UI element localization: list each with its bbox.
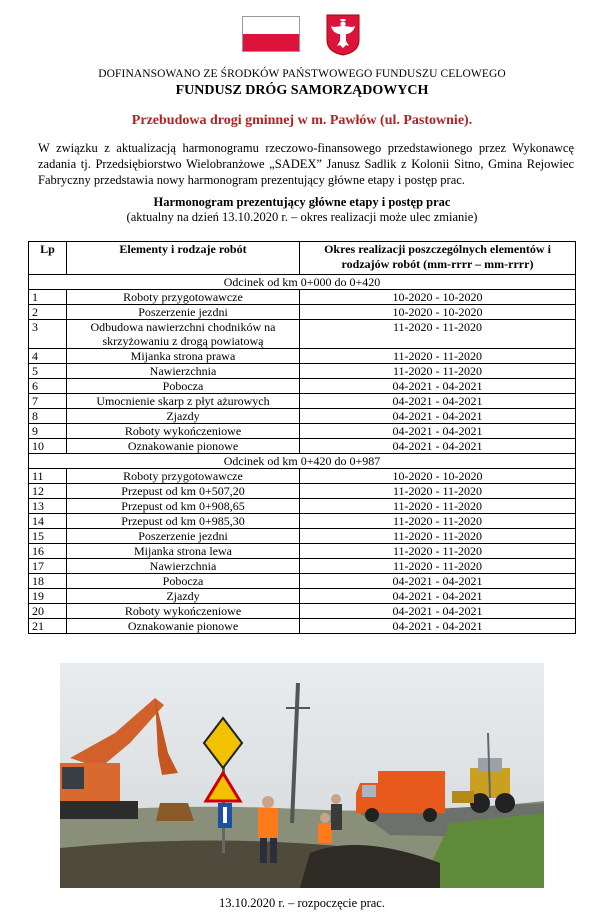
header-period: Okres realizacji poszczególnych elementów i rodzajów robót (mm-rrrr – mm-rrrr) xyxy=(300,242,576,275)
schedule-table xyxy=(28,241,576,634)
photo-caption: 13.10.2020 r. – rozpoczęcie prac. xyxy=(219,896,385,910)
row-lp: 18 xyxy=(29,574,67,589)
table-row xyxy=(29,379,576,394)
table-row xyxy=(29,424,576,439)
table-row xyxy=(29,484,576,499)
row-element: Nawierzchnia xyxy=(67,364,300,379)
table-row xyxy=(29,439,576,454)
section-row xyxy=(29,454,576,469)
row-lp: 14 xyxy=(29,514,67,529)
row-period: 11-2020 - 11-2020 xyxy=(300,349,576,364)
table-row xyxy=(29,349,576,364)
polish-flag-icon xyxy=(242,16,300,52)
polish-eagle-emblem-icon xyxy=(326,14,360,56)
row-lp: 13 xyxy=(29,499,67,514)
row-lp: 1 xyxy=(29,290,67,305)
row-lp: 3 xyxy=(29,320,67,349)
row-period: 10-2020 - 10-2020 xyxy=(300,469,576,484)
table-row xyxy=(29,574,576,589)
table-row xyxy=(29,499,576,514)
row-period: 04-2021 - 04-2021 xyxy=(300,439,576,454)
row-period: 04-2021 - 04-2021 xyxy=(300,619,576,634)
row-element: Umocnienie skarp z płyt ażurowych xyxy=(67,394,300,409)
row-element: Roboty przygotowawcze xyxy=(67,469,300,484)
row-element: Nawierzchnia xyxy=(67,559,300,574)
row-lp: 17 xyxy=(29,559,67,574)
table-subtitle: (aktualny na dzień 13.10.2020 r. – okres realizacji może ulec zmianie) xyxy=(126,210,478,224)
table-row xyxy=(29,469,576,484)
row-lp: 9 xyxy=(29,424,67,439)
funding-header-line2: FUNDUSZ DRÓG SAMORZĄDOWYCH xyxy=(175,83,429,98)
row-lp: 11 xyxy=(29,469,67,484)
table-row xyxy=(29,604,576,619)
row-element: Przepust od km 0+985,30 xyxy=(67,514,300,529)
row-period: 11-2020 - 11-2020 xyxy=(300,544,576,559)
row-lp: 8 xyxy=(29,409,67,424)
row-element: Oznakowanie pionowe xyxy=(67,439,300,454)
table-row xyxy=(29,320,576,349)
row-element: Przepust od km 0+507,20 xyxy=(67,484,300,499)
row-period: 04-2021 - 04-2021 xyxy=(300,589,576,604)
table-row xyxy=(29,514,576,529)
funding-header-line1: DOFINANSOWANO ZE ŚRODKÓW PAŃSTWOWEGO FUNDUSZU CELOWEGO xyxy=(98,68,506,80)
row-period: 11-2020 - 11-2020 xyxy=(300,499,576,514)
table-title: Harmonogram prezentujący główne etapy i postęp prac xyxy=(153,195,451,209)
row-element: Odbudowa nawierzchni chodników na skrzyżowaniu z drogą powiatową xyxy=(67,320,300,349)
row-element: Pobocza xyxy=(67,379,300,394)
table-row xyxy=(29,529,576,544)
row-lp: 15 xyxy=(29,529,67,544)
table-row xyxy=(29,544,576,559)
table-row xyxy=(29,589,576,604)
row-element: Poszerzenie jezdni xyxy=(67,305,300,320)
row-lp: 19 xyxy=(29,589,67,604)
row-element: Mijanka strona lewa xyxy=(67,544,300,559)
table-row xyxy=(29,619,576,634)
section-title: Odcinek od km 0+420 do 0+987 xyxy=(29,454,576,469)
table-row xyxy=(29,305,576,320)
row-period: 11-2020 - 11-2020 xyxy=(300,529,576,544)
header-lp: Lp xyxy=(29,242,67,275)
row-period: 11-2020 - 11-2020 xyxy=(300,364,576,379)
row-element: Zjazdy xyxy=(67,589,300,604)
row-period: 04-2021 - 04-2021 xyxy=(300,394,576,409)
row-period: 04-2021 - 04-2021 xyxy=(300,409,576,424)
row-period: 11-2020 - 11-2020 xyxy=(300,484,576,499)
row-element: Roboty przygotowawcze xyxy=(67,290,300,305)
row-element: Roboty wykończeniowe xyxy=(67,604,300,619)
row-element: Przepust od km 0+908,65 xyxy=(67,499,300,514)
row-lp: 16 xyxy=(29,544,67,559)
table-header-row xyxy=(29,242,576,275)
table-row xyxy=(29,559,576,574)
row-lp: 21 xyxy=(29,619,67,634)
table-row xyxy=(29,394,576,409)
header-elements: Elementy i rodzaje robót xyxy=(67,242,300,275)
section-row xyxy=(29,275,576,290)
section-title: Odcinek od km 0+000 do 0+420 xyxy=(29,275,576,290)
row-lp: 10 xyxy=(29,439,67,454)
row-lp: 6 xyxy=(29,379,67,394)
row-period: 04-2021 - 04-2021 xyxy=(300,424,576,439)
table-row xyxy=(29,364,576,379)
row-lp: 5 xyxy=(29,364,67,379)
row-lp: 7 xyxy=(29,394,67,409)
row-element: Zjazdy xyxy=(67,409,300,424)
project-title: Przebudowa drogi gminnej w m. Pawłów (ul. Pastownie). xyxy=(131,113,473,128)
row-lp: 12 xyxy=(29,484,67,499)
row-lp: 20 xyxy=(29,604,67,619)
row-period: 11-2020 - 11-2020 xyxy=(300,320,576,349)
table-row xyxy=(29,409,576,424)
row-period: 11-2020 - 11-2020 xyxy=(300,559,576,574)
row-period: 11-2020 - 11-2020 xyxy=(300,514,576,529)
row-period: 04-2021 - 04-2021 xyxy=(300,604,576,619)
intro-paragraph: W związku z aktualizacją harmonogramu rzeczowo-finansowego przedstawionego przez Wykonawcę zadania tj. Przedsiębiorstwo Wielobranżowe „SADEX” Janusz Sadlik z Kolonii Sitno, Gmina Rejowiec Fabryczny przedstawia nowy harmonogram prezentujący główne etapy i postęp prac. xyxy=(38,141,574,187)
row-element: Poszerzenie jezdni xyxy=(67,529,300,544)
row-element: Oznakowanie pionowe xyxy=(67,619,300,634)
row-element: Mijanka strona prawa xyxy=(67,349,300,364)
row-lp: 2 xyxy=(29,305,67,320)
table-row xyxy=(29,290,576,305)
row-lp: 4 xyxy=(29,349,67,364)
construction-site-photo xyxy=(60,663,544,888)
row-element: Pobocza xyxy=(67,574,300,589)
row-period: 04-2021 - 04-2021 xyxy=(300,379,576,394)
row-period: 10-2020 - 10-2020 xyxy=(300,290,576,305)
row-period: 10-2020 - 10-2020 xyxy=(300,305,576,320)
row-period: 04-2021 - 04-2021 xyxy=(300,574,576,589)
row-element: Roboty wykończeniowe xyxy=(67,424,300,439)
